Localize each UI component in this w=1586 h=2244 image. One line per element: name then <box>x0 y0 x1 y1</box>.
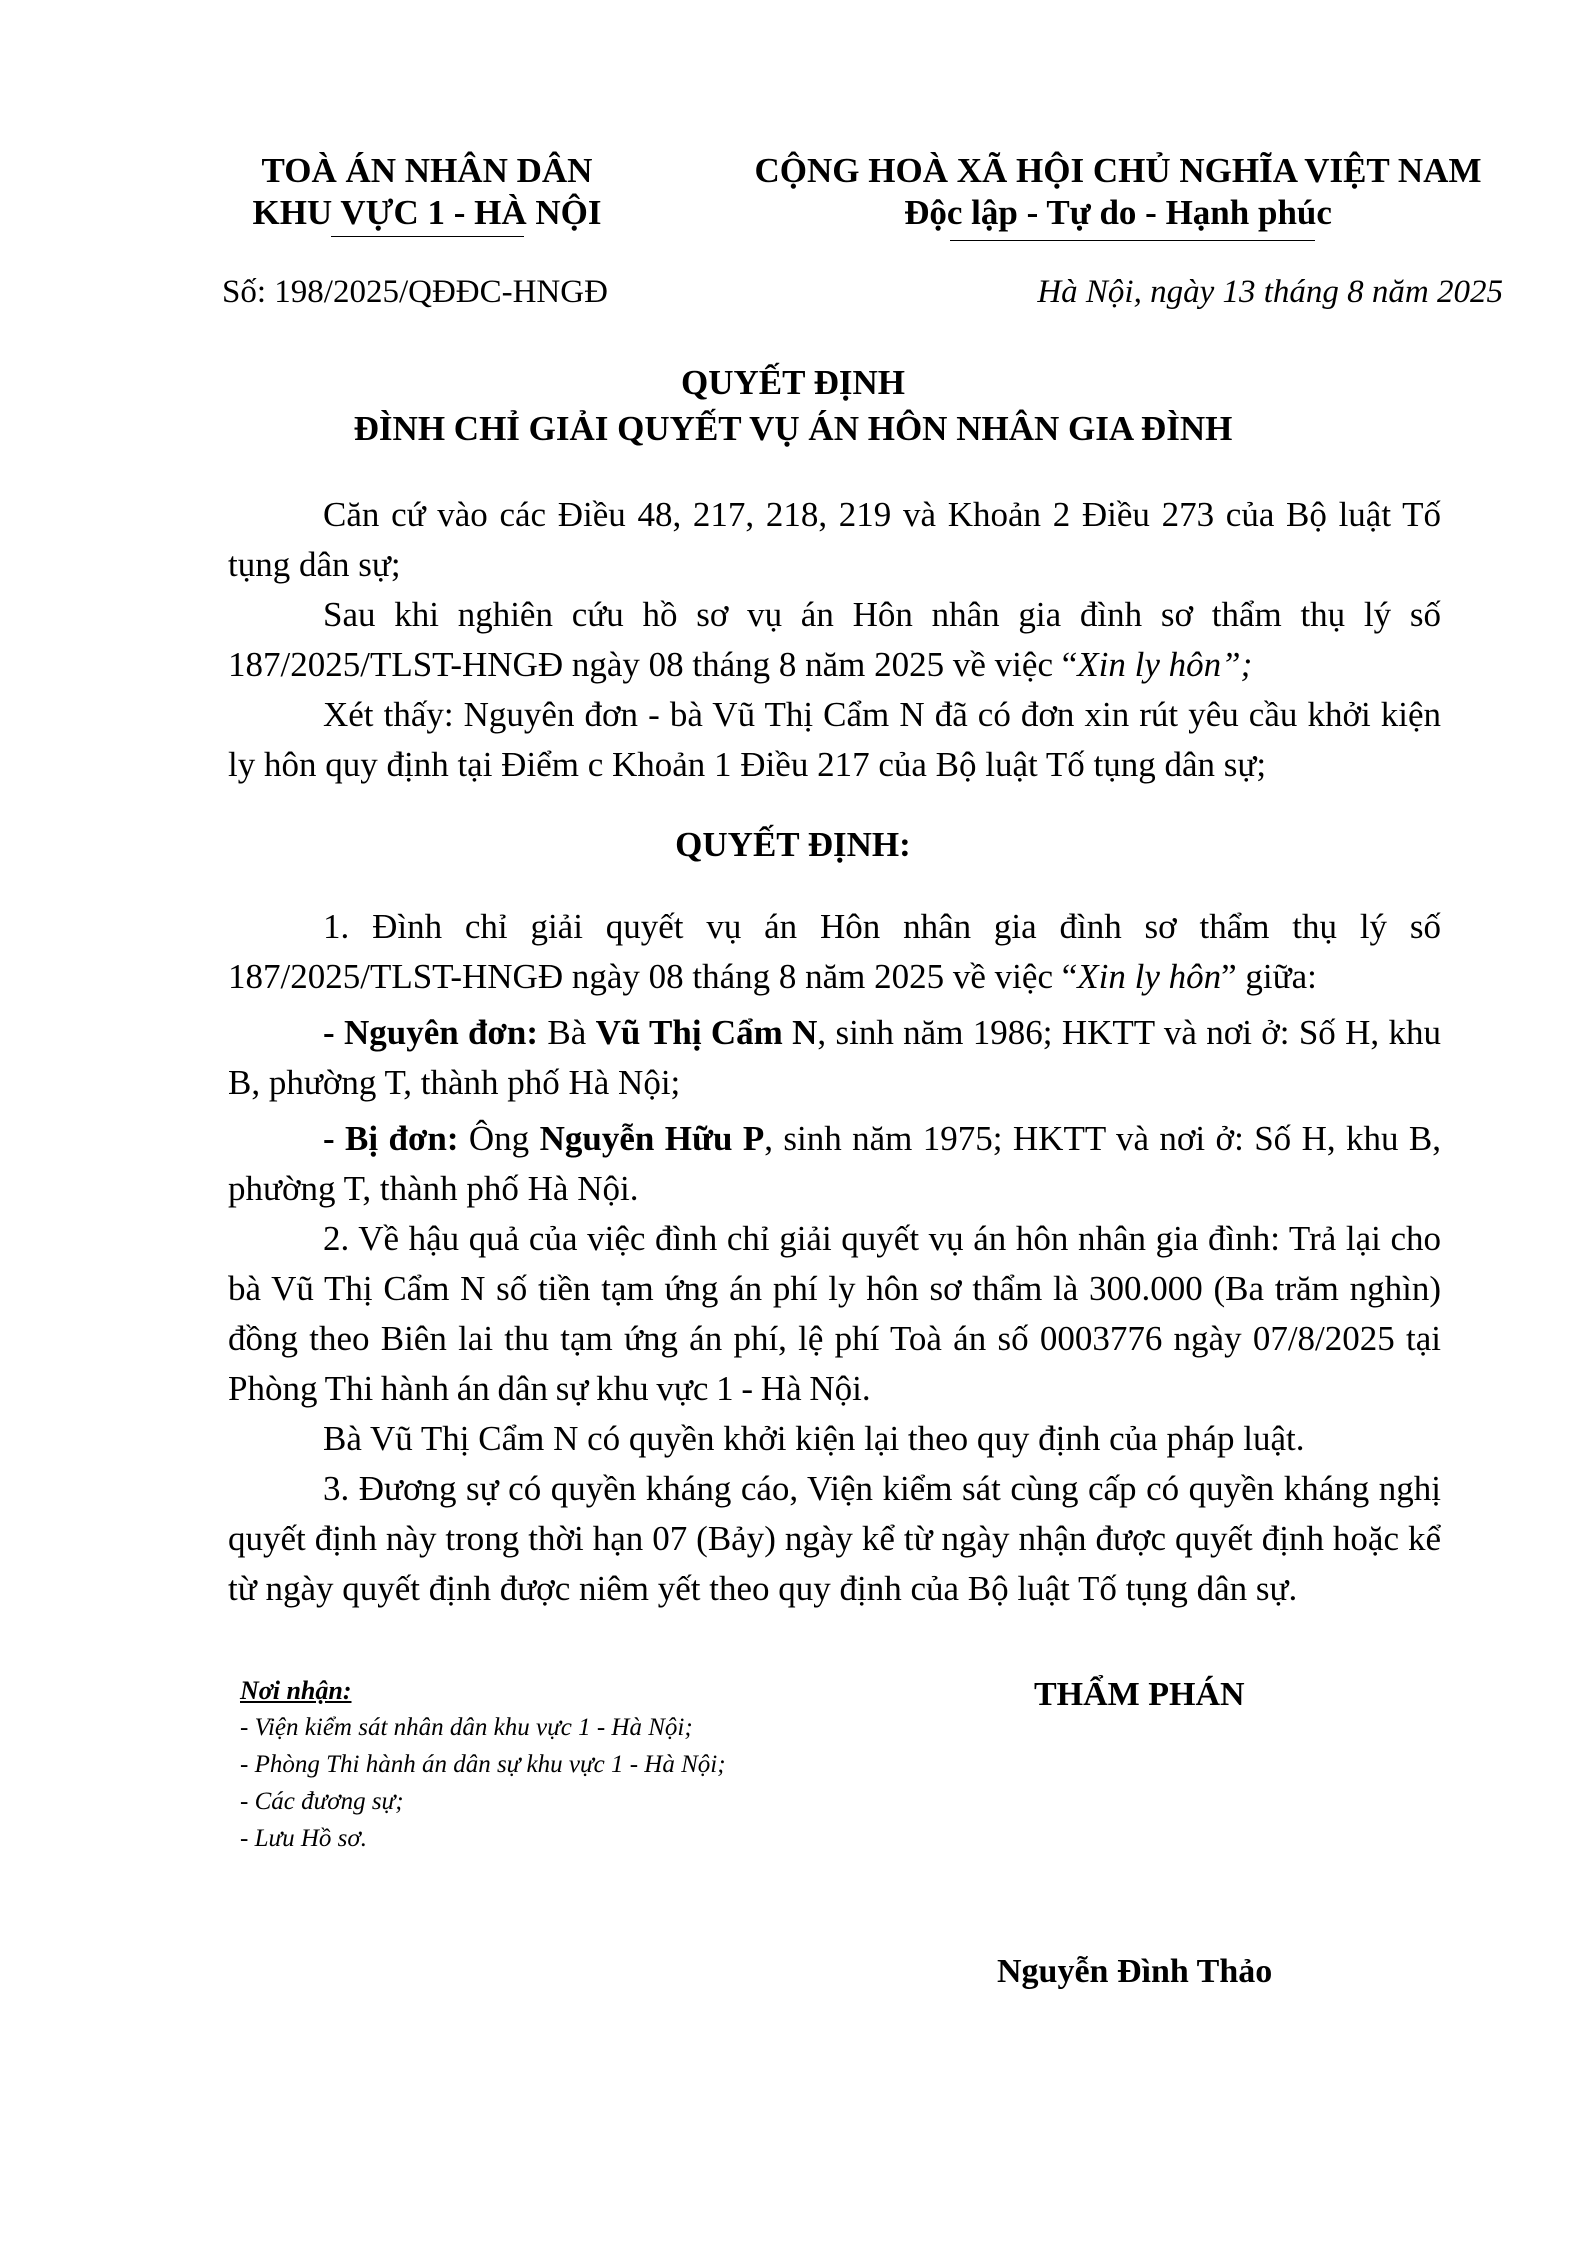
decision-body <box>228 902 1441 1614</box>
case-study-text: Sau khi nghiên cứu hồ sơ vụ án Hôn nhân gia đình sơ thẩm thụ lý số 187/2025/TLST-HNGĐ ngày 08 tháng 8 năm 2025 về việc “ <box>228 595 1441 684</box>
plaintiff-paragraph <box>228 1008 1441 1108</box>
decision-item-1-text: 1. Đình chỉ giải quyết vụ án Hôn nhân gia đình sơ thẩm thụ lý số 187/2025/TLST-HNGĐ ngày 08 tháng 8 năm 2025 về việc “ <box>228 907 1441 996</box>
recipient-item: - Lưu Hồ sơ. <box>240 1825 367 1852</box>
decision-item-1-end: ” giữa: <box>1221 957 1317 996</box>
motto-underline <box>950 240 1315 241</box>
court-region: KHU VỰC 1 - HÀ NỘI <box>252 193 602 232</box>
defendant-label: - Bị đơn: <box>323 1119 459 1158</box>
legal-basis-paragraph: Căn cứ vào các Điều 48, 217, 218, 219 và Khoản 2 Điều 273 của Bộ luật Tố tụng dân sự; <box>228 495 1441 584</box>
consideration-paragraph: Xét thấy: Nguyên đơn - bà Vũ Thị Cẩm N đã có đơn xin rút yêu cầu khởi kiện ly hôn quy định tại Điểm c Khoản 1 Điều 217 của Bộ luật Tố tụng dân sự; <box>228 695 1441 784</box>
recipient-item: - Các đương sự; <box>240 1788 404 1815</box>
recipients-title: Nơi nhận: <box>240 1676 352 1705</box>
case-study-paragraph <box>228 590 1441 690</box>
preamble <box>228 490 1441 790</box>
case-type: Xin ly hôn <box>1077 645 1222 684</box>
judge-name: Nguyễn Đình Thảo <box>997 1953 1273 1990</box>
court-name: TOÀ ÁN NHÂN DÂN <box>261 151 593 190</box>
defendant-prefix: Ông <box>458 1119 540 1158</box>
document-title: QUYẾT ĐỊNH <box>681 363 905 402</box>
case-study-end: ”; <box>1221 645 1253 684</box>
decision-heading: QUYẾT ĐỊNH: <box>675 825 911 864</box>
recipient-item: - Viện kiểm sát nhân dân khu vực 1 - Hà Nội; <box>240 1714 693 1741</box>
recipients-block <box>240 1672 726 1857</box>
document-date: Hà Nội, ngày 13 tháng 8 năm 2025 <box>1037 274 1503 310</box>
plaintiff-details: , sinh năm 1986; HKTT và nơi ở: Số H, khu B, phường T, thành phố Hà Nội; <box>228 1013 1441 1102</box>
decision-item-1 <box>228 902 1441 1002</box>
judge-title: THẨM PHÁN <box>1034 1676 1245 1713</box>
document-subtitle: ĐÌNH CHỈ GIẢI QUYẾT VỤ ÁN HÔN NHÂN GIA ĐÌNH <box>353 409 1233 448</box>
plaintiff-label: - Nguyên đơn: <box>323 1013 539 1052</box>
national-title: CỘNG HOÀ XÃ HỘI CHỦ NGHĨA VIỆT NAM <box>754 151 1482 190</box>
decision-item-2: 2. Về hậu quả của việc đình chỉ giải quyết vụ án hôn nhân gia đình: Trả lại cho bà Vũ Thị Cẩm N số tiền tạm ứng án phí ly hôn sơ thẩm là 300.000 (Ba trăm nghìn) đồng theo Biên lai thu tạm ứng án phí, lệ phí Toà án số 0003776 ngày 07/8/2025 tại Phòng Thi hành án dân sự khu vực 1 - Hà Nội. <box>228 1219 1441 1408</box>
national-motto: Độc lập - Tự do - Hạnh phúc <box>904 193 1332 232</box>
plaintiff-name: Vũ Thị Cẩm N <box>595 1013 818 1052</box>
recipient-item: - Phòng Thi hành án dân sự khu vực 1 - Hà Nội; <box>240 1751 726 1778</box>
court-underline <box>331 236 524 237</box>
decision-case-type: Xin ly hôn <box>1077 957 1222 996</box>
national-header <box>718 150 1518 234</box>
right-to-refile: Bà Vũ Thị Cẩm N có quyền khởi kiện lại theo quy định của pháp luật. <box>323 1419 1305 1458</box>
defendant-name: Nguyễn Hữu P <box>539 1119 765 1158</box>
plaintiff-prefix: Bà <box>538 1013 596 1052</box>
defendant-paragraph <box>228 1114 1441 1214</box>
defendant-details: , sinh năm 1975; HKTT và nơi ở: Số H, khu B, phường T, thành phố Hà Nội. <box>228 1119 1441 1208</box>
decision-item-3: 3. Đương sự có quyền kháng cáo, Viện kiểm sát cùng cấp có quyền kháng nghị quyết định này trong thời hạn 07 (Bảy) ngày kể từ ngày nhận được quyết định hoặc kể từ ngày quyết định được niêm yết theo quy định của Bộ luật Tố tụng dân sự. <box>228 1469 1441 1608</box>
court-header <box>222 150 632 234</box>
document-number: Số: 198/2025/QĐĐC-HNGĐ <box>222 274 608 310</box>
